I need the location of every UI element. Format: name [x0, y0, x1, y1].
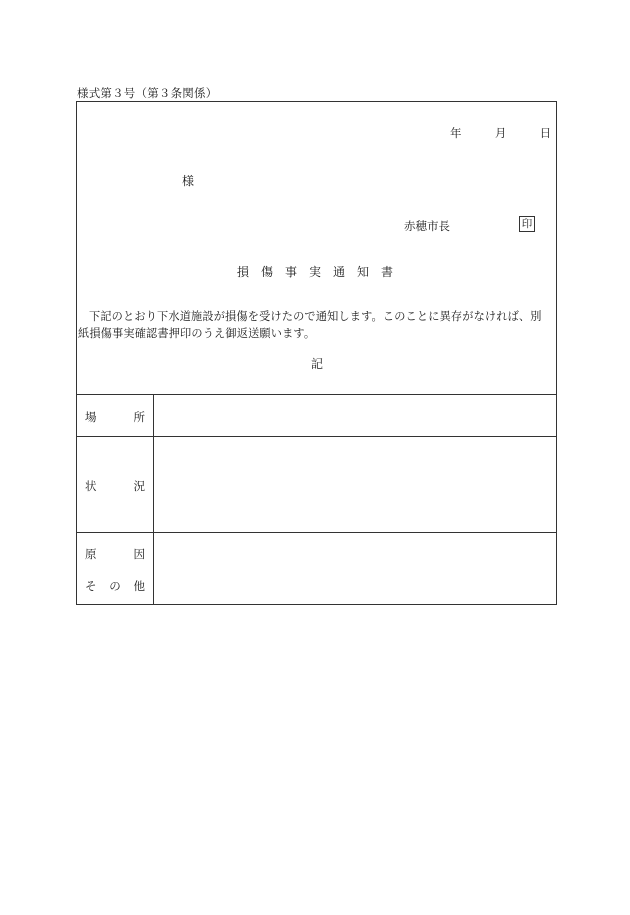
- form-number: 様式第３号（第３条関係）: [77, 86, 218, 100]
- notice-body-line-2: 紙損傷事実確認書押印のうえ御返送願います。: [78, 327, 316, 340]
- date-year: 年: [450, 126, 462, 140]
- date-day: 日: [539, 126, 552, 140]
- date-line: [450, 125, 551, 141]
- label-location: 場 所: [85, 410, 145, 424]
- label-situation: 状 況: [85, 479, 145, 493]
- document-title: 損 傷 事 実 通 知 書: [236, 265, 394, 279]
- situation-value-cell[interactable]: [154, 437, 556, 532]
- addressee-suffix: 様: [182, 174, 195, 188]
- location-value-cell[interactable]: [154, 395, 556, 436]
- cause-other-value-cell[interactable]: [154, 533, 556, 604]
- label-other: そ の 他: [85, 579, 145, 593]
- ki-marker: 記: [311, 357, 324, 371]
- issuer-name: 赤穂市長: [404, 219, 450, 233]
- label-cause: 原 因: [85, 547, 145, 561]
- notice-body-line-1: 下記のとおり下水道施設が損傷を受けたので通知します。このことに異存がなければ、別: [89, 310, 542, 323]
- date-month: 月: [494, 126, 507, 140]
- seal-mark: 印: [519, 216, 535, 232]
- notice-body: [78, 308, 556, 342]
